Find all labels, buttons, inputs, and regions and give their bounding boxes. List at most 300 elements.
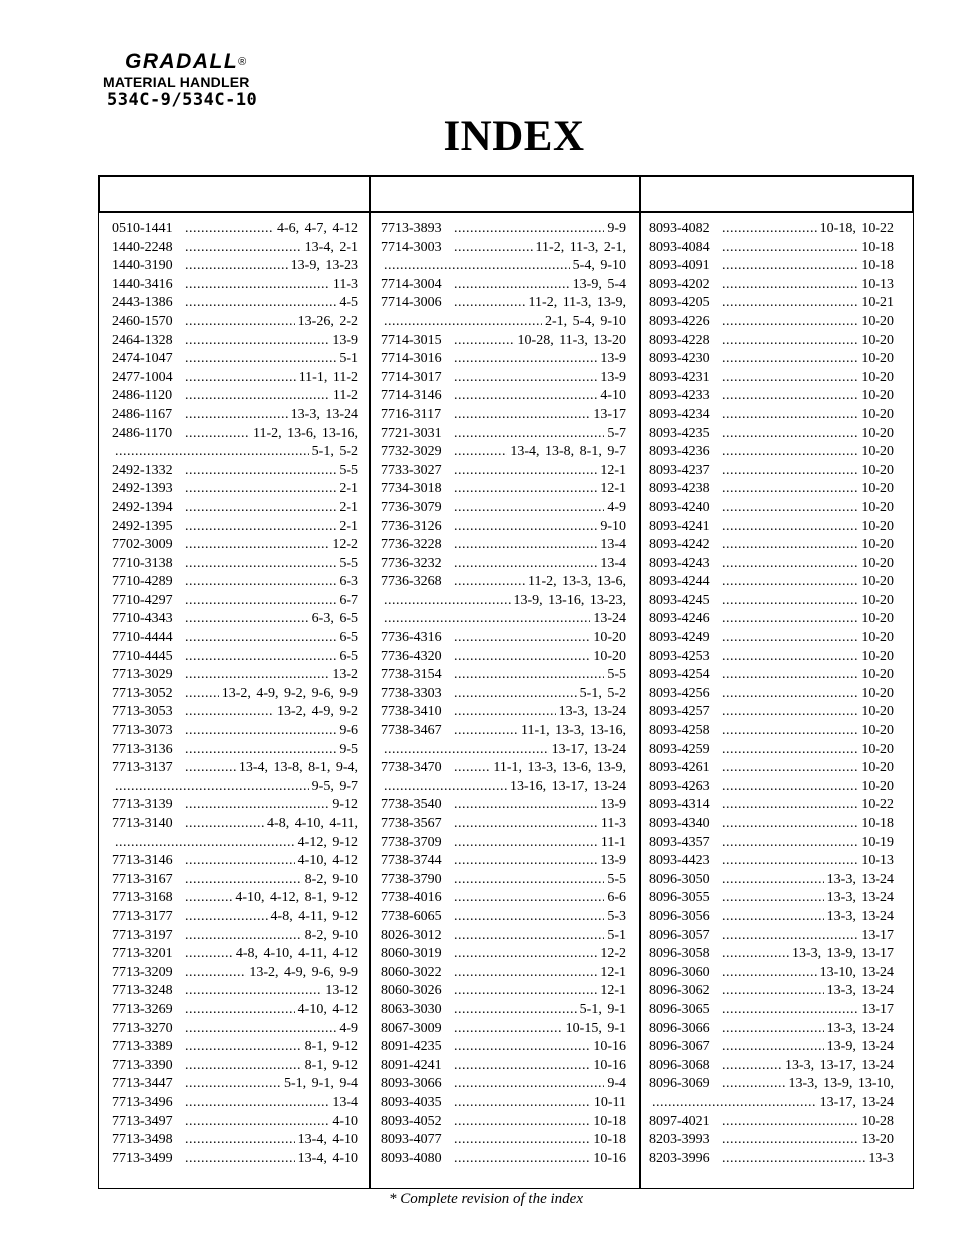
part-number: 2486-1167: [112, 406, 173, 422]
dot-leader: [185, 387, 330, 406]
page-references: 10-20: [861, 406, 894, 422]
dot-leader: [185, 1113, 329, 1132]
dot-leader: [454, 889, 604, 908]
index-entry: [649, 313, 894, 332]
footnote: * Complete revision of the index: [389, 1191, 583, 1207]
part-number: 8203-3993: [649, 1132, 710, 1148]
dot-leader: [722, 443, 858, 462]
part-number: 8093-4234: [649, 406, 710, 422]
page-references: 13-10, 13-24: [819, 964, 894, 980]
page-references: 10-18, 10-22: [819, 221, 894, 236]
index-entry: [112, 239, 358, 258]
index-entry: [649, 908, 894, 927]
dot-leader: [722, 666, 858, 685]
page-references: 10-18: [861, 258, 894, 274]
dot-leader: [454, 220, 604, 239]
dot-leader: [454, 1113, 590, 1132]
index-entry: [649, 834, 894, 853]
index-entry: [112, 982, 358, 1001]
page-references: 10-20: [861, 425, 894, 441]
part-number: 8093-4249: [649, 630, 710, 646]
page-references: 10-20: [861, 444, 894, 460]
page-references: 13-17: [861, 1001, 894, 1017]
index-entry: [381, 1113, 626, 1132]
dot-leader: [722, 945, 789, 964]
index-entry: [112, 685, 358, 704]
dot-leader: [384, 610, 590, 629]
page-references: 11-2, 11-3, 2-1,: [535, 239, 626, 255]
page-references: 10-20: [861, 537, 894, 553]
dot-leader: [722, 332, 858, 351]
index-entry: [649, 741, 894, 760]
index-entry: [649, 555, 894, 574]
index-entry: [381, 1038, 626, 1057]
page-references: 11-1, 13-3, 13-6, 13-9,: [493, 760, 626, 776]
part-number: 8093-4257: [649, 704, 710, 720]
part-number: 8096-3050: [649, 871, 710, 887]
page-references: 10-20: [861, 369, 894, 385]
index-entry: [112, 1038, 358, 1057]
page-references: 4-10, 4-12: [297, 1001, 358, 1017]
page-references: 13-26, 2-2: [297, 313, 358, 329]
page-references: 8-1, 9-12: [304, 1057, 358, 1073]
part-number: 8093-4237: [649, 462, 710, 478]
part-number: 7738-3154: [381, 667, 442, 683]
dot-leader: [115, 778, 309, 797]
index-entry: [649, 499, 894, 518]
index-entry: [381, 220, 626, 239]
dot-leader: [652, 1094, 817, 1113]
part-number: 8093-4258: [649, 723, 710, 739]
index-entry: [381, 927, 626, 946]
part-number: 7738-6065: [381, 908, 442, 924]
index-entry: [381, 1020, 626, 1039]
page-references: 5-1: [607, 927, 626, 943]
part-number: 7732-3029: [381, 444, 442, 460]
part-number: 8093-4340: [649, 816, 710, 831]
index-entry: [112, 443, 358, 462]
dot-leader: [185, 239, 302, 258]
page-references: 13-2, 4-9, 9-6, 9-9: [249, 964, 358, 980]
index-entry: [649, 964, 894, 983]
part-number: 7713-3389: [112, 1039, 173, 1055]
dot-leader: [454, 536, 597, 555]
part-number: 8093-4241: [649, 518, 710, 534]
dot-leader: [722, 908, 824, 927]
page-references: 13-20: [861, 1132, 894, 1148]
page-references: 10-22: [861, 797, 894, 813]
part-number: 8060-3022: [381, 964, 442, 980]
index-entry: [112, 257, 358, 276]
index-entry: [649, 722, 894, 741]
index-entry: [649, 220, 894, 239]
page-references: 11-2, 11-3, 13-9,: [528, 295, 626, 311]
page-references: 12-2: [332, 537, 358, 553]
index-entry: [649, 703, 894, 722]
page-references: 12-1: [600, 983, 626, 999]
index-entry: [112, 1075, 358, 1094]
dot-leader: [722, 964, 817, 983]
part-number: 2492-1393: [112, 481, 173, 497]
index-entry: [381, 257, 626, 276]
dot-leader: [185, 871, 302, 890]
part-number: 7736-3232: [381, 555, 442, 571]
index-entry: [112, 220, 358, 239]
dot-leader: [454, 945, 597, 964]
part-number: 7714-3016: [381, 351, 442, 367]
index-entry: [381, 1075, 626, 1094]
index-entry: [381, 239, 626, 258]
page-references: 13-4, 13-8, 8-1, 9-7: [510, 444, 626, 460]
part-number: 7736-3228: [381, 537, 442, 553]
part-number: 7714-3015: [381, 332, 442, 348]
index-entry: [112, 1001, 358, 1020]
index-entry: [649, 387, 894, 406]
part-number: 8093-4035: [381, 1094, 442, 1110]
page-references: 9-9: [607, 221, 626, 236]
dot-leader: [722, 685, 858, 704]
page-references: 10-18: [593, 1113, 626, 1129]
dot-leader: [454, 239, 533, 258]
part-number: 8060-3019: [381, 946, 442, 962]
dot-leader: [185, 536, 329, 555]
dot-leader: [454, 796, 597, 815]
index-entry: [649, 1113, 894, 1132]
dot-leader: [454, 871, 604, 890]
index-entry: [381, 815, 626, 834]
part-number: 8093-4242: [649, 537, 710, 553]
index-entry: [381, 889, 626, 908]
page-references: 10-28: [861, 1113, 894, 1129]
part-number: 7713-3496: [112, 1094, 173, 1110]
index-entry: [381, 1094, 626, 1113]
index-entry: [381, 294, 626, 313]
dot-leader: [454, 462, 597, 481]
index-entry: [649, 666, 894, 685]
part-number: 7738-3790: [381, 871, 442, 887]
index-entry: [112, 518, 358, 537]
page-references: 5-5: [339, 555, 358, 571]
part-number: 7738-3410: [381, 704, 442, 720]
part-number: 8096-3055: [649, 890, 710, 906]
page-references: 13-3, 13-24: [290, 406, 358, 422]
dot-leader: [454, 722, 518, 741]
page-references: 13-3, 13-24: [826, 890, 894, 906]
index-entry: [112, 759, 358, 778]
part-number: 7713-3140: [112, 816, 173, 831]
page-references: 4-8, 4-10, 4-11,: [267, 816, 358, 831]
dot-leader: [454, 480, 597, 499]
index-entry: [649, 852, 894, 871]
dot-leader: [454, 982, 597, 1001]
dot-leader: [454, 666, 604, 685]
page-references: 13-3, 13-24: [826, 1020, 894, 1036]
index-entry: [112, 462, 358, 481]
index-entry: [112, 480, 358, 499]
dot-leader: [722, 1075, 786, 1094]
dot-leader: [185, 369, 296, 388]
page-references: 5-5: [607, 667, 626, 683]
part-number: 2486-1170: [112, 425, 173, 441]
page-references: 4-5: [339, 295, 358, 311]
index-entry: [381, 313, 626, 332]
dot-leader: [454, 518, 597, 537]
part-number: 8093-4261: [649, 760, 710, 776]
page-references: 13-9, 13-24: [826, 1039, 894, 1055]
page-references: 13-16, 13-17, 13-24: [510, 778, 626, 794]
dot-leader: [454, 1131, 590, 1150]
page-references: 2-1, 5-4, 9-10: [545, 313, 626, 329]
index-entry: [649, 796, 894, 815]
index-entry: [381, 387, 626, 406]
dot-leader: [185, 480, 336, 499]
part-number: 8096-3069: [649, 1076, 710, 1092]
page-references: 10-20: [861, 388, 894, 404]
page-references: 11-1: [600, 834, 626, 850]
part-number: 7710-4297: [112, 592, 173, 608]
page-references: 10-20: [861, 611, 894, 627]
part-number: 0510-1441: [112, 221, 173, 236]
dot-leader: [454, 703, 556, 722]
index-entry: [112, 629, 358, 648]
part-number: 7713-3168: [112, 890, 173, 906]
index-entry: [381, 350, 626, 369]
index-entry: [649, 257, 894, 276]
part-number: 8093-4256: [649, 685, 710, 701]
page-references: 9-10: [600, 518, 626, 534]
index-entry: [112, 313, 358, 332]
page-references: 13-9: [600, 797, 626, 813]
dot-leader: [454, 387, 597, 406]
dot-leader: [454, 1094, 591, 1113]
dot-leader: [384, 592, 511, 611]
part-number: 1440-3190: [112, 258, 173, 274]
part-number: 2477-1004: [112, 369, 173, 385]
part-number: 8093-4091: [649, 258, 710, 274]
index-entry: [381, 480, 626, 499]
dot-leader: [722, 350, 858, 369]
dot-leader: [454, 1057, 590, 1076]
dot-leader: [115, 443, 309, 462]
page-references: 10-20: [861, 499, 894, 515]
page-references: 10-13: [861, 853, 894, 869]
page-references: 13-4: [600, 537, 626, 553]
part-number: 8096-3057: [649, 927, 710, 943]
index-entry: [112, 369, 358, 388]
part-number: 2486-1120: [112, 388, 173, 404]
part-number: 8093-4243: [649, 555, 710, 571]
part-number: 7713-3139: [112, 797, 173, 813]
part-number: 7714-3017: [381, 369, 442, 385]
dot-leader: [722, 741, 858, 760]
page-references: 8-2, 9-10: [304, 871, 358, 887]
part-number: 8097-4021: [649, 1113, 710, 1129]
part-number: 8096-3065: [649, 1001, 710, 1017]
index-entry: [381, 518, 626, 537]
index-entry: [381, 945, 626, 964]
index-entry: [381, 425, 626, 444]
part-number: 8093-4077: [381, 1132, 442, 1148]
page-references: 13-3, 13-24: [558, 704, 626, 720]
page-references: 12-2: [600, 946, 626, 962]
part-number: 8093-4080: [381, 1150, 442, 1166]
dot-leader: [185, 648, 336, 667]
dot-leader: [722, 610, 858, 629]
part-number: 7734-3018: [381, 481, 442, 497]
part-number: 7738-3467: [381, 723, 442, 739]
index-entry: [381, 685, 626, 704]
part-number: 7713-3270: [112, 1020, 173, 1036]
dot-leader: [454, 425, 604, 444]
page-references: 13-24: [593, 611, 626, 627]
part-number: 7716-3117: [381, 406, 442, 422]
dot-leader: [722, 387, 858, 406]
page-references: 13-9: [600, 351, 626, 367]
part-number: 8096-3067: [649, 1039, 710, 1055]
page-references: 13-3: [868, 1150, 894, 1166]
part-number: 2460-1570: [112, 313, 173, 329]
dot-leader: [185, 741, 336, 760]
part-number: 7713-3146: [112, 853, 173, 869]
index-entry: [112, 555, 358, 574]
page-references: 9-6: [339, 723, 358, 739]
dot-leader: [722, 536, 858, 555]
index-entry: [381, 722, 626, 741]
page-references: 5-1, 5-2: [579, 685, 626, 701]
page-references: 13-4, 2-1: [304, 239, 358, 255]
page-references: 10-16: [593, 1039, 626, 1055]
page-references: 13-2, 4-9, 9-2, 9-6, 9-9: [221, 685, 358, 701]
index-entry: [381, 499, 626, 518]
index-entry: [112, 852, 358, 871]
page-references: 10-20: [861, 685, 894, 701]
registered-mark: ®: [238, 56, 248, 68]
dot-leader: [185, 852, 295, 871]
dot-leader: [185, 927, 302, 946]
dot-leader: [722, 982, 824, 1001]
part-number: 8091-4235: [381, 1039, 442, 1055]
index-entry: [381, 1001, 626, 1020]
page-references: 9-12: [332, 797, 358, 813]
dot-leader: [722, 1131, 858, 1150]
dot-leader: [722, 220, 817, 239]
index-entry: [381, 648, 626, 667]
part-number: 8063-3030: [381, 1001, 442, 1017]
index-entry: [649, 1057, 894, 1076]
index-entry: [381, 406, 626, 425]
dot-leader: [185, 889, 232, 908]
dot-leader: [722, 518, 858, 537]
index-entry: [112, 350, 358, 369]
index-entry: [112, 778, 358, 797]
page-references: 13-2, 4-9, 9-2: [277, 704, 358, 720]
dot-leader: [185, 1020, 336, 1039]
dot-leader: [722, 1001, 858, 1020]
page-references: 5-5: [339, 462, 358, 478]
page-references: 4-10, 4-12: [297, 853, 358, 869]
dot-leader: [722, 852, 858, 871]
part-number: 7736-3126: [381, 518, 442, 534]
page-references: 13-3, 13-9, 13-10,: [788, 1076, 894, 1092]
index-entry: [112, 1113, 358, 1132]
part-number: 7710-4343: [112, 611, 173, 627]
index-entry: [381, 573, 626, 592]
dot-leader: [722, 1113, 858, 1132]
column-divider: [639, 212, 641, 1188]
page-references: 10-20: [861, 741, 894, 757]
part-number: 8093-4235: [649, 425, 710, 441]
page-references: 10-20: [861, 574, 894, 590]
index-entry: [112, 945, 358, 964]
dot-leader: [115, 834, 295, 853]
page-references: 13-9, 13-23: [290, 258, 358, 274]
page-references: 11-1, 13-3, 13-16,: [521, 723, 626, 739]
dot-leader: [454, 815, 598, 834]
part-number: 8093-4228: [649, 332, 710, 348]
index-entry: [649, 648, 894, 667]
dot-leader: [185, 332, 329, 351]
index-entry: [112, 332, 358, 351]
page-references: 4-10: [600, 388, 626, 404]
index-entry: [112, 573, 358, 592]
page-references: 10-20: [861, 760, 894, 776]
dot-leader: [454, 294, 526, 313]
index-entry: [649, 350, 894, 369]
dot-leader: [722, 648, 858, 667]
part-number: 8096-3058: [649, 946, 710, 962]
dot-leader: [722, 778, 858, 797]
dot-leader: [185, 518, 336, 537]
dot-leader: [454, 1038, 590, 1057]
dot-leader: [384, 741, 549, 760]
page-references: 13-4: [600, 555, 626, 571]
page-references: 8-1, 9-12: [304, 1039, 358, 1055]
dot-leader: [185, 350, 336, 369]
page-references: 10-20: [861, 592, 894, 608]
part-number: 8093-4052: [381, 1113, 442, 1129]
index-entry: [112, 387, 358, 406]
part-number: 7713-3209: [112, 964, 173, 980]
page-references: 6-3: [339, 574, 358, 590]
page-references: 2-1: [339, 481, 358, 497]
index-entry: [112, 1150, 358, 1169]
index-entry: [381, 908, 626, 927]
index-entry: [381, 443, 626, 462]
page-references: 10-16: [593, 1057, 626, 1073]
index-entry: [649, 425, 894, 444]
dot-leader: [454, 648, 590, 667]
page-references: 4-8, 4-11, 9-12: [270, 908, 358, 924]
index-entry: [381, 592, 626, 611]
part-number: 7713-3167: [112, 871, 173, 887]
index-entry: [649, 1150, 894, 1169]
part-number: 8093-4084: [649, 239, 710, 255]
page-references: 10-20: [861, 648, 894, 664]
part-number: 8060-3026: [381, 983, 442, 999]
index-column-1: [112, 220, 358, 1168]
page-references: 13-9, 5-4: [572, 276, 626, 292]
index-header-box: [98, 175, 914, 213]
index-entry: [112, 703, 358, 722]
index-entry: [649, 518, 894, 537]
column-divider: [369, 212, 371, 1188]
part-number: 7738-4016: [381, 890, 442, 906]
index-entry: [112, 741, 358, 760]
part-number: 7713-3893: [381, 221, 442, 236]
page-references: 5-1, 5-2: [311, 444, 358, 460]
dot-leader: [454, 332, 515, 351]
part-number: 2474-1047: [112, 351, 173, 367]
